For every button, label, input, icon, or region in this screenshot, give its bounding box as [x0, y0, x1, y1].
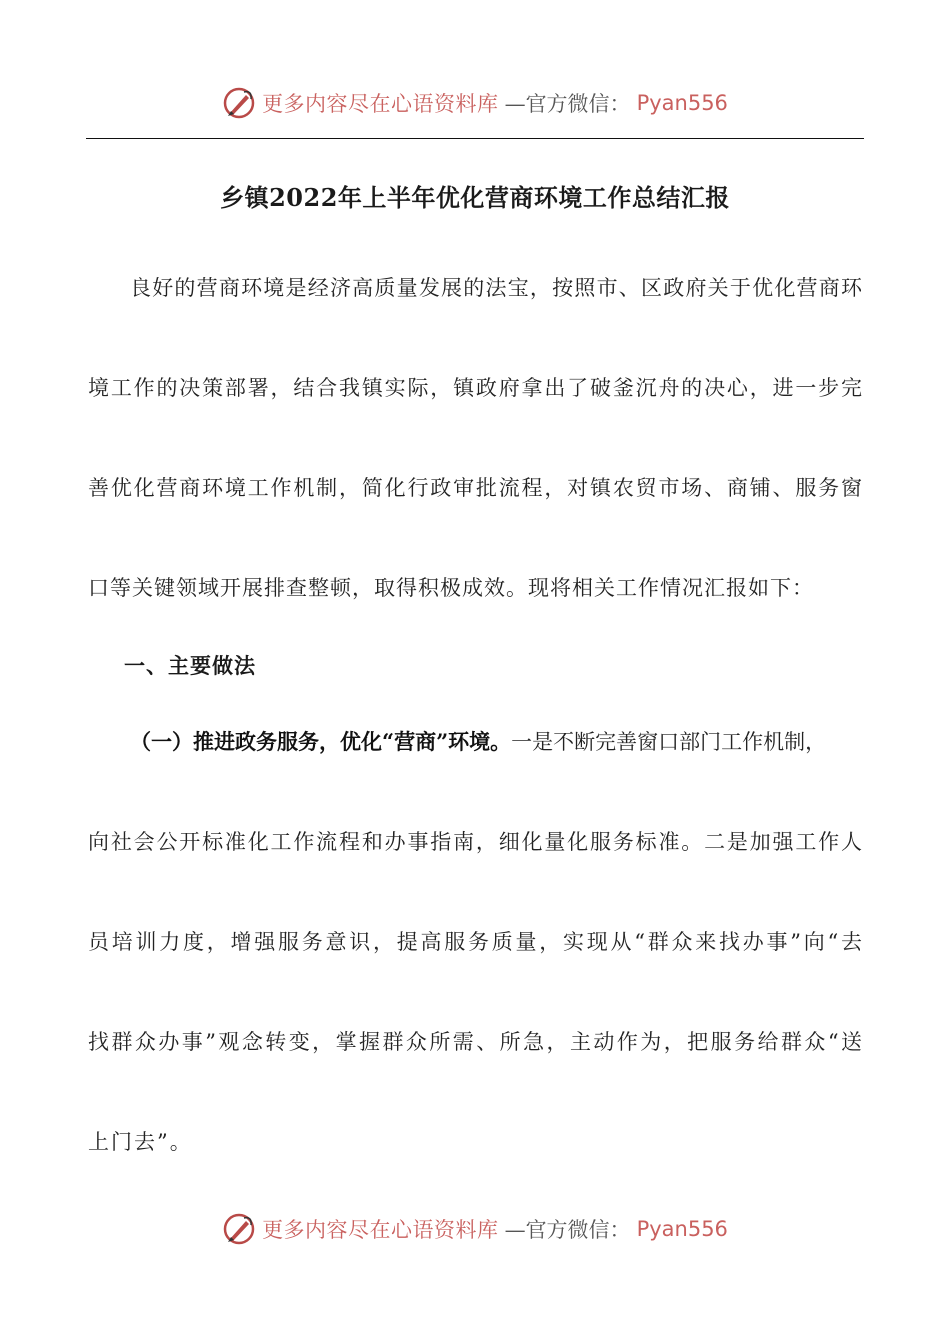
footer-brand-text: 更多内容尽在心语资料库: [262, 1218, 499, 1242]
footer-contact-label: —官方微信：: [504, 1218, 631, 1242]
intro-line-1: 良好的营商环境是经济高质量发展的法宝，按照市、区政府关于优化营商环: [130, 276, 862, 300]
intro-line-2: 境工作的决策部署，结合我镇实际，镇政府拿出了破釜沉舟的决心，进一步完: [88, 376, 862, 400]
subsection-1-heading: （一）推进政务服务，优化“营商”环境。: [130, 729, 512, 754]
banner-wechat-id: Pyan556: [636, 91, 728, 115]
intro-line-4: 口等关键领域开展排查整顿，取得积极成效。现将相关工作情况汇报如下：: [88, 576, 814, 600]
subsection-1-line-2: 向社会公开标准化工作流程和办事指南，细化量化服务标准。二是加强工作人: [88, 830, 862, 854]
subsection-1-first-line: [130, 726, 870, 756]
header-divider: [86, 138, 864, 139]
banner-contact-label: —官方微信：: [504, 92, 631, 116]
quill-pen-logo-icon: [222, 86, 256, 120]
subsection-1-lead-text: 一是不断完善窗口部门工作机制，: [511, 730, 827, 754]
document-title: 乡镇2022年上半年优化营商环境工作总结汇报: [220, 183, 730, 212]
subsection-1-line-5: 上门去”。: [88, 1130, 193, 1154]
footer-banner: [0, 1212, 950, 1246]
banner-brand-text: 更多内容尽在心语资料库: [262, 92, 499, 116]
quill-pen-logo-icon: [222, 1212, 256, 1246]
header-banner: [0, 86, 950, 120]
subsection-1-line-3: 员培训力度，增强服务意识，提高服务质量，实现从“群众来找办事”向“去: [88, 930, 862, 954]
intro-line-3: 善优化营商环境工作机制，简化行政审批流程，对镇农贸市场、商铺、服务窗: [88, 476, 862, 500]
footer-wechat-id: Pyan556: [636, 1217, 728, 1241]
section-heading-1: 一、主要做法: [124, 653, 256, 678]
subsection-1-line-4: 找群众办事”观念转变，掌握群众所需、所急，主动作为，把服务给群众“送: [88, 1030, 862, 1054]
